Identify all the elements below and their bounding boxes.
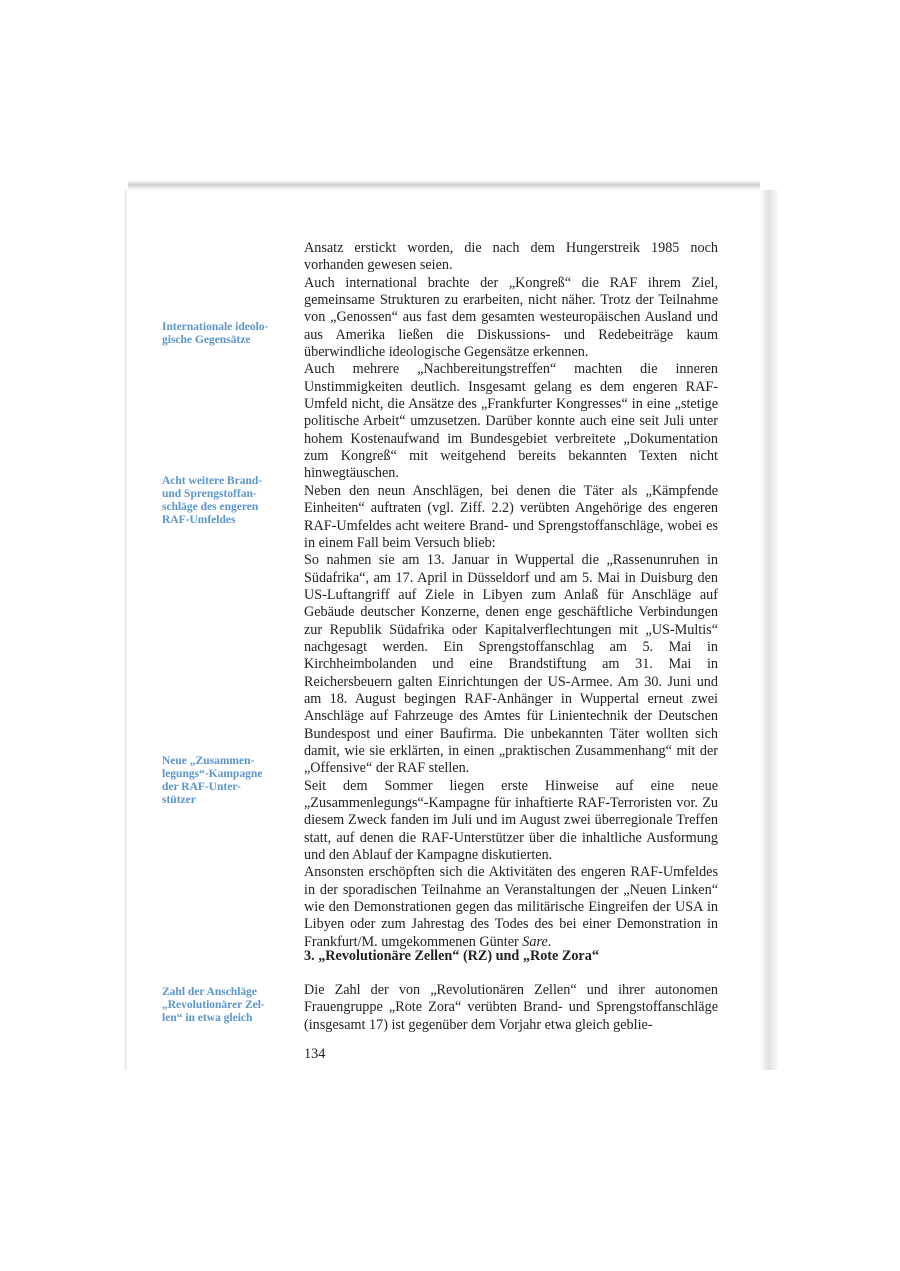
- sidenote-line: len“ in etwa gleich: [162, 1012, 253, 1024]
- sidenote-eight-attacks: [162, 475, 288, 527]
- sidenote-line: der RAF-Unter-: [162, 781, 241, 793]
- sidenote-new-campaign: [162, 755, 288, 807]
- scan-shadow-right: [760, 190, 778, 1070]
- sidenote-international-ideological: [162, 321, 288, 347]
- paragraph: So nahmen sie am 13. Januar in Wuppertal die „Rassenunruhen in Südafrika“, am 17. April in Düsseldorf und am 5. Mai in Duisburg den US-Luftangriff auf Ziele in Libyen zum Anlaß für Anschläge auf Gebäude deutscher Konzerne, denen enge geschäftliche Verbindungen zur Republik Südafrika oder Kapitalverflechtungen mit „US-Multis“ nachgesagt werden. Ein Sprengstoffanschlag am 5. Mai in Kirchheimbolanden und eine Brandstiftung am 31. Mai in Reichersbeuern galten Einrichtungen der US-Armee. Am 30. Juni und am 18. August begingen RAF-Anhänger in Wuppertal erneut zwei Anschläge auf Fahrzeuge des Amtes für Linientechnik der Deutschen Bundespost und einer Baufirma. Die unbekannten Täter wollten sich damit, wie sie erklärten, in einen „praktischen Zusammenhang“ mit der „Offensive“ der RAF stellen.: [304, 552, 718, 777]
- paragraph: Ansonsten erschöpften sich die Aktivitäten des engeren RAF-Umfeldes in der sporadischen Teilnahme an Veranstaltungen der „Neuen Linken“ wie den Demonstrationen gegen das militärische Eingreifen der USA in Libyen oder zum Jahrestag des Todes des bei einer Demonstration in Frankfurt/M. umgekommenen Günter Sare.: [304, 864, 718, 950]
- scan-shadow-left: [124, 190, 127, 1070]
- sidenote-line: und Sprengstoffan-: [162, 488, 257, 500]
- section-heading: 3. „Revolutionäre Zellen“ (RZ) und „Rote Zora“: [304, 948, 599, 964]
- sidenote-line: gische Gegensätze: [162, 334, 251, 346]
- section-paragraph: Die Zahl der von „Revolutionären Zellen“ und ihrer autonomen Frauengruppe „Rote Zora“ verübten Brand- und Sprengstoffanschläge (insgesamt 17) ist gegenüber dem Vorjahr etwa gleich geblie-: [304, 982, 718, 1033]
- sidenote-line: legungs“-Kampagne: [162, 768, 263, 780]
- paragraph: Seit dem Sommer liegen erste Hinweise auf eine neue „Zusammenlegungs“-Kampagne für inhaftierte RAF-Terroristen vor. Zu diesem Zweck fanden im Juli und im August zwei überregionale Treffen statt, auf denen die RAF-Unterstützer über die inhaltliche Ausformung und den Ablauf der Kampagne diskutierten.: [304, 777, 718, 864]
- sidenote-line: Acht weitere Brand-: [162, 475, 263, 487]
- sidenote-line: „Revolutionärer Zel-: [162, 999, 265, 1011]
- scan-shadow-top: [128, 180, 760, 190]
- paragraph: Auch international brachte der „Kongreß“ die RAF ihrem Ziel, gemeinsame Strukturen zu erarbeiten, nicht näher. Trotz der Teilnahme von „Genossen“ aus fast dem gesamten westeuropäischen Ausland und aus Amerika ließen die Diskussions- und Redebeiträge kaum überwindliche ideologische Gegensätze erkennen.: [304, 274, 718, 361]
- sidenote-line: Neue „Zusammen-: [162, 755, 255, 767]
- sidenote-line: schläge des engeren: [162, 501, 259, 513]
- paragraph-text: Ansonsten erschöpften sich die Aktivitäten des engeren RAF-Umfeldes in der sporadischen Teilnahme an Veranstaltungen der „Neuen Linken“ wie den Demonstrationen gegen das militärische Eingreifen der USA in Libyen oder zum Jahrestag des Todes des bei einer Demonstration in Frankfurt/M. umgekommenen Günter: [304, 864, 718, 950]
- sidenote-attack-count: [162, 986, 288, 1025]
- sidenote-line: Zahl der Anschläge: [162, 986, 257, 998]
- paragraph: Auch mehrere „Nachbereitungstreffen“ machten die inneren Unstimmigkeiten deutlich. Insgesamt gelang es dem engeren RAF-Umfeld nicht, die Ansätze des „Frankfurter Kongresses“ in eine „stetige politische Arbeit“ umzusetzen. Darüber konnte auch eine seit Juli unter hohem Kostenaufwand im Bundesgebiet verbreitete „Dokumentation zum Kongreß“ mit weitgehend bereits bekannten Texten nicht hinwegtäuschen.: [304, 361, 718, 482]
- sidenote-line: Internationale ideolo-: [162, 321, 269, 333]
- person-name: Sare: [522, 933, 548, 950]
- body-text: [304, 240, 718, 951]
- paragraph: Ansatz erstickt worden, die nach dem Hungerstreik 1985 noch vorhanden gewesen seien.: [304, 240, 718, 274]
- sidenote-line: stützer: [162, 794, 196, 806]
- paragraph: Neben den neun Anschlägen, bei denen die Täter als „Kämpfende Einheiten“ auftraten (vgl. Ziff. 2.2) verübten Angehörige des engeren RAF-Umfeldes acht weitere Brand- und Sprengstoffanschläge, wobei es in einem Fall beim Versuch blieb:: [304, 482, 718, 551]
- page-number: 134: [304, 1046, 326, 1062]
- sidenote-line: RAF-Umfeldes: [162, 514, 236, 526]
